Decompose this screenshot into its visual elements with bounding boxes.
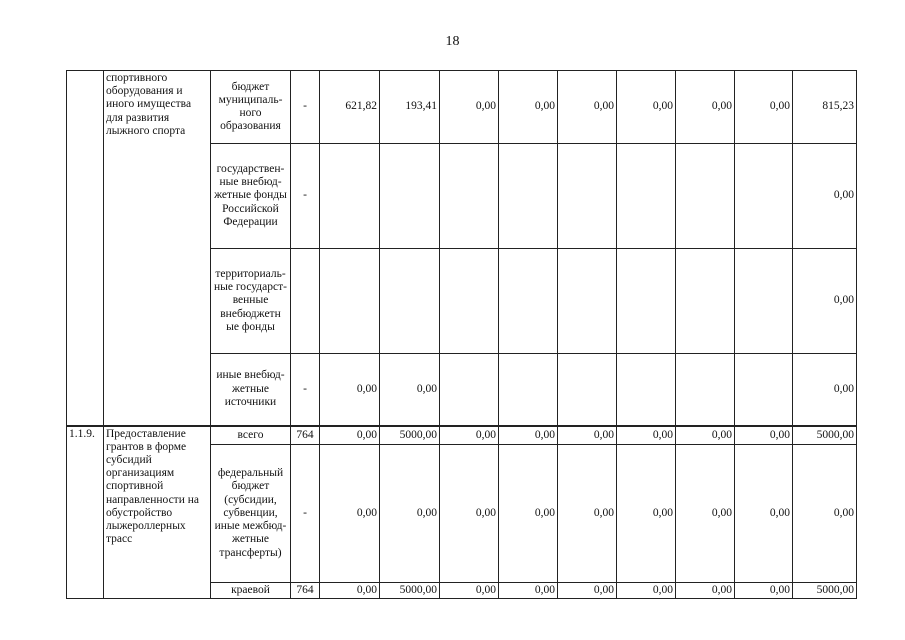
value-cell <box>380 144 440 249</box>
funding-source-cell: территориаль-ные государст-венные внебюджетн ые фонды <box>211 249 291 354</box>
value-cell <box>320 144 380 249</box>
value-cell <box>617 144 676 249</box>
funding-source-cell: федеральный бюджет (субсидии, субвенции, иные межбюд-жетные трансферты) <box>211 445 291 583</box>
value-cell: 0,00 <box>499 426 558 445</box>
value-cell <box>440 249 499 354</box>
value-cell: 0,00 <box>499 583 558 599</box>
value-cell: 0,00 <box>440 445 499 583</box>
value-cell <box>676 249 735 354</box>
value-cell <box>735 354 793 426</box>
value-cell: 0,00 <box>380 354 440 426</box>
value-cell <box>558 249 617 354</box>
value-cell <box>676 144 735 249</box>
value-cell <box>735 249 793 354</box>
value-cell: 0,00 <box>440 583 499 599</box>
value-total-cell: 0,00 <box>793 249 857 354</box>
value-cell <box>499 249 558 354</box>
funding-source-cell: государствен-ные внебюд-жетные фонды Российской Федерации <box>211 144 291 249</box>
value-total-cell: 815,23 <box>793 71 857 144</box>
value-cell <box>440 354 499 426</box>
value-cell: 0,00 <box>735 426 793 445</box>
value-cell <box>499 144 558 249</box>
value-cell: 0,00 <box>380 445 440 583</box>
value-cell: 0,00 <box>735 583 793 599</box>
budget-table <box>66 70 857 599</box>
value-total-cell: 0,00 <box>793 445 857 583</box>
value-cell: 0,00 <box>558 426 617 445</box>
value-cell <box>380 249 440 354</box>
value-cell: 0,00 <box>558 583 617 599</box>
value-cell: 0,00 <box>676 445 735 583</box>
value-cell: 0,00 <box>617 583 676 599</box>
value-cell: 5000,00 <box>380 426 440 445</box>
code-cell: - <box>291 144 320 249</box>
value-total-cell: 0,00 <box>793 354 857 426</box>
value-cell: 0,00 <box>735 445 793 583</box>
value-total-cell: 0,00 <box>793 144 857 249</box>
value-cell <box>440 144 499 249</box>
value-cell: 0,00 <box>499 71 558 144</box>
value-cell <box>558 354 617 426</box>
page-number: 18 <box>445 34 460 49</box>
item-number-cell <box>67 71 104 426</box>
value-cell: 0,00 <box>440 71 499 144</box>
code-cell: - <box>291 445 320 583</box>
value-cell <box>617 249 676 354</box>
value-cell <box>558 144 617 249</box>
value-cell: 0,00 <box>320 426 380 445</box>
funding-source-cell: бюджет муниципаль-ного образования <box>211 71 291 144</box>
value-cell: 0,00 <box>617 445 676 583</box>
value-cell <box>617 354 676 426</box>
value-cell: 621,82 <box>320 71 380 144</box>
code-cell: - <box>291 71 320 144</box>
funding-source-cell: краевой <box>211 583 291 599</box>
funding-source-cell: всего <box>211 426 291 445</box>
value-total-cell: 5000,00 <box>793 426 857 445</box>
value-cell: 193,41 <box>380 71 440 144</box>
value-total-cell: 5000,00 <box>793 583 857 599</box>
code-cell: 764 <box>291 583 320 599</box>
value-cell: 0,00 <box>499 445 558 583</box>
value-cell <box>320 249 380 354</box>
value-cell: 0,00 <box>676 426 735 445</box>
value-cell: 0,00 <box>320 354 380 426</box>
value-cell: 0,00 <box>617 71 676 144</box>
code-cell: - <box>291 354 320 426</box>
value-cell: 0,00 <box>440 426 499 445</box>
value-cell: 5000,00 <box>380 583 440 599</box>
value-cell: 0,00 <box>558 71 617 144</box>
value-cell: 0,00 <box>558 445 617 583</box>
value-cell: 0,00 <box>320 445 380 583</box>
value-cell <box>676 354 735 426</box>
value-cell: 0,00 <box>320 583 380 599</box>
value-cell <box>499 354 558 426</box>
value-cell: 0,00 <box>735 71 793 144</box>
table-row <box>67 71 857 144</box>
code-cell: 764 <box>291 426 320 445</box>
item-name-cell: Предоставление грантов в форме субсидий организациям спортивной направленности на обустройство лыжероллерных трасс <box>104 426 211 599</box>
table-row <box>67 426 857 445</box>
item-name-cell: спортивного оборудования и иного имущества для развития лыжного спорта <box>104 71 211 426</box>
value-cell <box>735 144 793 249</box>
funding-source-cell: иные внебюд-жетные источники <box>211 354 291 426</box>
value-cell: 0,00 <box>676 71 735 144</box>
item-number-cell: 1.1.9. <box>67 426 104 599</box>
value-cell: 0,00 <box>676 583 735 599</box>
value-cell: 0,00 <box>617 426 676 445</box>
code-cell <box>291 249 320 354</box>
